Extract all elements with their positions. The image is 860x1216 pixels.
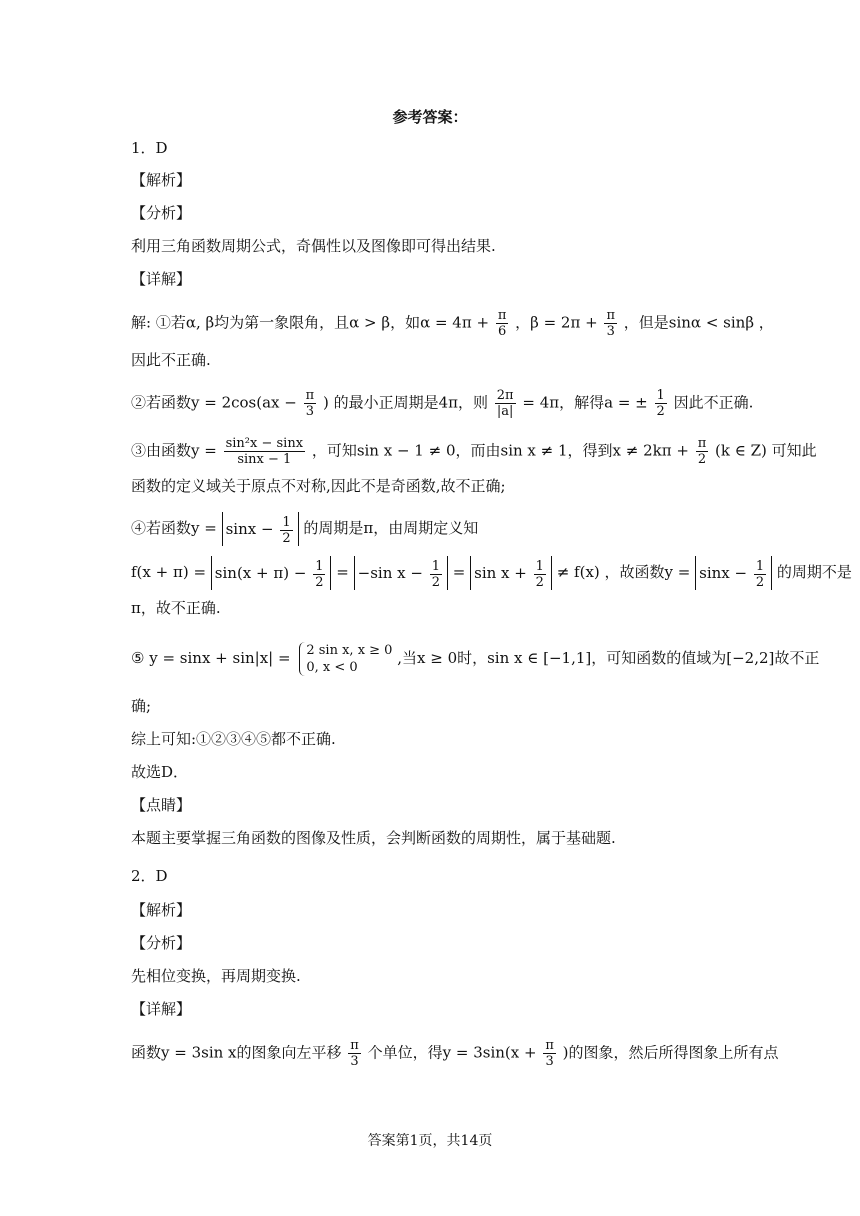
- fraction: [430, 559, 442, 590]
- text: ，但是sinα < sinβ ，: [623, 313, 774, 332]
- abs-text: −sin x −: [357, 564, 423, 582]
- fraction: [280, 515, 292, 546]
- frac-den: 3: [545, 1054, 554, 1069]
- abs-text: sinx −: [699, 564, 748, 582]
- text: = 4π，解得a = ±: [522, 393, 648, 412]
- text: ≠ f(x) ，故函数y =: [556, 563, 691, 581]
- text: 解: ①若α, β均为第一象限角，且α > β，如α = 4π +: [131, 313, 490, 332]
- text: f(x + π) =: [131, 563, 207, 581]
- text: 的周期是π，由周期定义知: [303, 519, 479, 537]
- text: ) 的最小正周期是4π，则: [322, 393, 488, 412]
- absolute-value: [470, 556, 552, 590]
- frac-den: 2: [697, 452, 707, 467]
- frac-den: 2: [282, 530, 291, 546]
- frac-den: 2: [431, 574, 440, 590]
- text: ④若函数y =: [131, 519, 217, 537]
- frac-num: π: [305, 388, 315, 403]
- q1-item4-line3: π，故不正确.: [131, 599, 221, 617]
- frac-den: 2: [656, 404, 665, 419]
- fraction: [495, 388, 516, 419]
- q1-summary: 综上可知:①②③④⑤都不正确.: [131, 730, 336, 748]
- abs-text: sin x +: [474, 564, 527, 582]
- text: ，可知sin x − 1 ≠ 0，而由sin x ≠ 1，得到x ≠ 2kπ +: [311, 441, 689, 460]
- fraction: [496, 308, 509, 339]
- q1-item3-line2: 函数的定义域关于原点不对称,因此不是奇函数,故不正确;: [131, 477, 506, 495]
- fraction: [348, 1038, 361, 1069]
- fraction: [754, 559, 766, 590]
- fraction: [313, 559, 325, 590]
- q1-analysis: 利用三角函数周期公式，奇偶性以及图像即可得出结果.: [131, 237, 496, 255]
- text: ⑤ y = sinx + sin|x| =: [131, 649, 291, 667]
- fraction: [534, 559, 546, 590]
- text: 的周期不是: [776, 563, 852, 581]
- fraction: [543, 1038, 556, 1069]
- frac-den: 2: [535, 574, 544, 590]
- q1-item3-line1: [131, 436, 817, 467]
- abs-text: sinx −: [225, 520, 274, 538]
- frac-den: 3: [305, 404, 315, 419]
- absolute-value: [211, 556, 332, 590]
- q1-item2: [131, 388, 753, 419]
- frac-den: sinx − 1: [237, 452, 292, 467]
- frac-num: 1: [282, 514, 291, 530]
- q1-item4-line1: [131, 512, 478, 546]
- text: ,当x ≥ 0时，sin x ∈ [−1,1]，可知函数的值域为[−2,2]故不正: [397, 649, 820, 667]
- page-title: 参考答案：: [392, 108, 468, 126]
- text: ②若函数y = 2cos(ax −: [131, 393, 297, 412]
- q1-comment: 本题主要掌握三角函数的图像及性质，会判断函数的周期性，属于基础题.: [131, 829, 616, 847]
- frac-den: 2: [755, 574, 765, 590]
- q1-item4-line2: [131, 556, 852, 590]
- fraction: [224, 436, 305, 467]
- frac-num: π: [350, 1038, 359, 1053]
- frac-num: π: [545, 1038, 554, 1053]
- frac-num: 1: [315, 558, 324, 574]
- absolute-value: [695, 556, 772, 590]
- q1-answer: 1．D: [131, 139, 168, 157]
- page-footer: 答案第1页，共14页: [367, 1133, 493, 1149]
- q1-tag-dianjing: 【点睛】: [131, 796, 192, 814]
- frac-num: 1: [431, 558, 440, 574]
- frac-den: |a|: [496, 404, 514, 419]
- q2-detail: [131, 1038, 779, 1069]
- frac-num: 1: [755, 558, 765, 574]
- text: ，β = 2π +: [515, 313, 598, 332]
- q2-answer: 2．D: [131, 867, 168, 885]
- q2-analysis: 先相位变换，再周期变换.: [131, 967, 301, 985]
- q1-item1-line1: [131, 308, 774, 339]
- q1-choose: 故选D．: [131, 763, 189, 781]
- frac-den: 2: [315, 574, 324, 590]
- frac-num: sin²x − sinx: [225, 436, 304, 451]
- case-2: 0, x < 0: [306, 660, 358, 675]
- case-1: 2 sin x, x ≥ 0: [306, 643, 393, 658]
- piecewise-brace: [299, 642, 392, 676]
- frac-den: 6: [497, 324, 507, 339]
- q1-item5-line1: [131, 642, 819, 676]
- q2-tag-xiangjie: 【详解】: [131, 1000, 192, 1018]
- frac-num: 2π: [496, 388, 514, 403]
- q1-tag-fenxi: 【分析】: [131, 204, 192, 222]
- frac-num: π: [697, 436, 707, 451]
- text: =: [452, 563, 466, 581]
- q2-tag-jiexi: 【解析】: [131, 901, 192, 919]
- text: 因此不正确.: [673, 393, 754, 412]
- abs-text: sin(x + π) −: [214, 564, 307, 582]
- text: 函数y = 3sin x的图象向左平移: [131, 1043, 342, 1062]
- absolute-value: [354, 556, 448, 590]
- text: =: [336, 563, 349, 581]
- text: )的图象，然后所得图象上所有点: [562, 1043, 779, 1062]
- fraction: [304, 388, 317, 419]
- q1-item1-line2: 因此不正确.: [131, 351, 211, 369]
- text: 个单位，得y = 3sin(x +: [367, 1043, 537, 1062]
- absolute-value: [222, 512, 299, 546]
- frac-num: π: [497, 308, 507, 323]
- fraction: [696, 436, 709, 467]
- frac-num: π: [606, 308, 615, 323]
- frac-num: 1: [535, 558, 544, 574]
- frac-den: 3: [350, 1054, 359, 1069]
- q2-tag-fenxi: 【分析】: [131, 934, 192, 952]
- text: (k ∈ Z) 可知此: [715, 441, 817, 460]
- q1-tag-jiexi: 【解析】: [131, 171, 192, 189]
- q1-item5-line2: 确;: [131, 697, 152, 715]
- q1-tag-xiangjie: 【详解】: [131, 270, 192, 288]
- fraction: [655, 388, 667, 419]
- text: ③由函数y =: [131, 441, 217, 460]
- frac-den: 3: [606, 324, 615, 339]
- fraction: [604, 308, 617, 339]
- frac-num: 1: [656, 388, 665, 403]
